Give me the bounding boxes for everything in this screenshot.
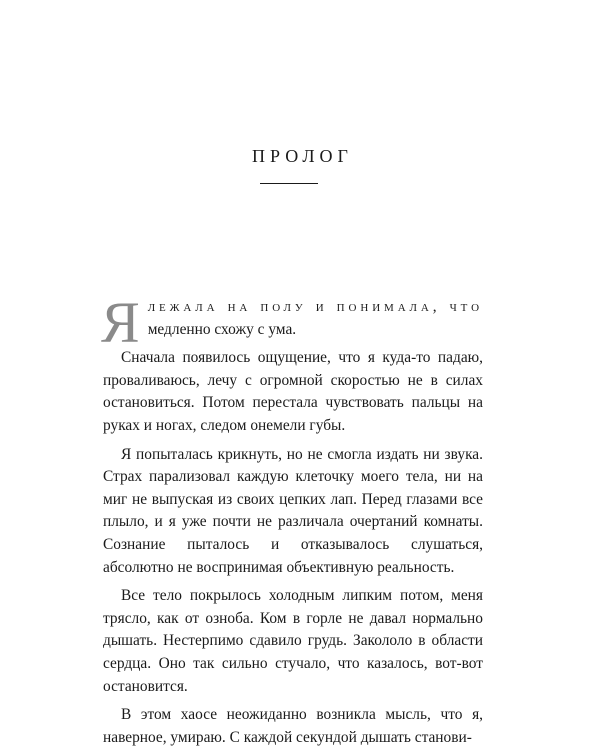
chapter-title: ПРОЛОГ — [252, 146, 353, 166]
paragraph: В этом хаосе неожиданно возникла мысль, что я, наверное, умираю. С каждой секундой дышать станови- — [103, 706, 483, 746]
lead-paragraph — [101, 290, 483, 355]
chapter-body — [101, 290, 483, 749]
paragraph: Сначала появилось ощущение, что я куда-то падаю, проваливаюсь, лечу с огромной скоростью не в силах остановиться. Потом перестала чувствовать пальцы на руках и ногах, следом онемели губы. — [103, 349, 483, 434]
lead-rest: медленно схожу с ума. — [147, 320, 297, 338]
title-underline — [260, 183, 318, 184]
paragraph: Все тело покрылось холодным липким потом, меня трясло, как от озноба. Ком в горле не давал нормально дышать. Нестерпимо сдавило грудь. Закололо в области сердца. Оно так сильно стучало, что казалось, вот-вот остановится. — [103, 587, 483, 695]
lead-small-caps: лежала на полу и понимала, что — [147, 298, 483, 315]
paragraph: Я попыталась крикнуть, но не смогла издать ни звука. Страх парализовал каждую клеточку моего тела, ни на миг не выпуская из своих цепких лап. Перед глазами все плыло, и я уже почти не различала очертаний комнаты. Сознание пыталось и отказывалось слушаться, абсолютно не воспринимая объективную реальность. — [103, 445, 483, 576]
drop-cap: Я — [101, 290, 140, 355]
